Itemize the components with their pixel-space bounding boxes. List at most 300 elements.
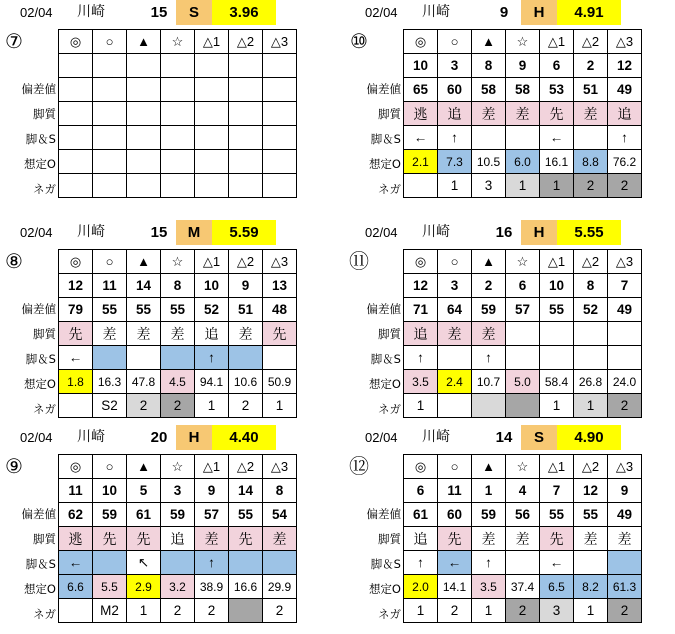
expected-odds-cell: 47.8 (127, 370, 161, 394)
negative-cell: 1 (574, 394, 608, 418)
row-label: 脚＆S (25, 132, 56, 146)
deviation-cell: 57 (195, 503, 229, 527)
table-row (404, 54, 642, 78)
horse-number-cell (263, 54, 297, 78)
horse-number-cell: 10 (540, 274, 574, 298)
mark-cell: ☆ (506, 455, 540, 479)
table-row (59, 503, 297, 527)
running-style-cell: 先 (540, 527, 574, 551)
row-label: 想定O (23, 377, 56, 391)
leg-speed-cell (161, 126, 195, 150)
horse-number-cell: 2 (472, 274, 506, 298)
negative-cell (127, 174, 161, 198)
negative-cell: 1 (195, 394, 229, 418)
deviation-cell: 55 (93, 298, 127, 322)
table-row (59, 250, 297, 274)
deviation-cell: 56 (506, 503, 540, 527)
race-header (345, 425, 675, 450)
horse-number-cell: 8 (263, 479, 297, 503)
mark-cell: △1 (195, 30, 229, 54)
row-label: 想定O (23, 582, 56, 596)
negative-cell: 1 (127, 599, 161, 623)
race-panel (0, 220, 330, 420)
table-row (59, 599, 297, 623)
race-venue: 川崎 (422, 224, 450, 240)
running-style-cell: 差 (127, 322, 161, 346)
race-value-badge: 4.90 (557, 425, 621, 450)
race-number: ⑨ (5, 456, 23, 478)
table-row (59, 346, 297, 370)
row-label: ネガ (33, 402, 56, 416)
horse-number-cell: 12 (59, 274, 93, 298)
horse-number-cell (161, 54, 195, 78)
table-row (59, 575, 297, 599)
leg-speed-cell: ← (59, 551, 93, 575)
horse-number-cell: 9 (229, 274, 263, 298)
expected-odds-cell: 10.5 (472, 150, 506, 174)
running-style-cell (127, 102, 161, 126)
mark-cell: △2 (574, 250, 608, 274)
row-label: 想定O (23, 157, 56, 171)
table-row (404, 102, 642, 126)
mark-cell: ○ (93, 30, 127, 54)
deviation-cell (263, 78, 297, 102)
expected-odds-cell: 37.4 (506, 575, 540, 599)
mark-cell: ◎ (404, 455, 438, 479)
row-label: 偏差値 (366, 302, 401, 316)
negative-cell (506, 394, 540, 418)
leg-speed-cell (195, 126, 229, 150)
deviation-cell: 60 (438, 78, 472, 102)
table-row (404, 599, 642, 623)
mark-cell: ▲ (472, 30, 506, 54)
mark-cell: △2 (574, 455, 608, 479)
horse-number-cell: 11 (59, 479, 93, 503)
deviation-cell: 55 (540, 298, 574, 322)
running-style-cell (540, 322, 574, 346)
race-runner-count: 15 (150, 224, 168, 241)
running-style-cell: 追 (404, 322, 438, 346)
horse-number-cell (93, 54, 127, 78)
leg-speed-cell (263, 346, 297, 370)
row-label: 脚＆S (25, 352, 56, 366)
table-row (59, 102, 297, 126)
running-style-cell: 差 (574, 527, 608, 551)
running-style-cell: 追 (608, 102, 642, 126)
race-header (0, 0, 330, 25)
horse-number-cell: 3 (438, 274, 472, 298)
horse-number-cell: 3 (161, 479, 195, 503)
race-date: 02/04 (20, 430, 53, 445)
row-label: 脚＆S (370, 132, 401, 146)
running-style-cell: 差 (93, 322, 127, 346)
running-style-cell (161, 102, 195, 126)
leg-speed-cell (229, 346, 263, 370)
prediction-table (403, 29, 642, 198)
negative-cell: 2 (161, 599, 195, 623)
leg-speed-cell (93, 551, 127, 575)
expected-odds-cell: 5.5 (93, 575, 127, 599)
running-style-cell: 差 (195, 527, 229, 551)
table-row (59, 298, 297, 322)
negative-cell: 2 (263, 599, 297, 623)
negative-cell: S2 (93, 394, 127, 418)
negative-cell: 1 (404, 599, 438, 623)
table-row (404, 551, 642, 575)
race-runner-count: 9 (499, 4, 509, 21)
expected-odds-cell: 76.2 (608, 150, 642, 174)
running-style-cell (229, 102, 263, 126)
mark-cell: ◎ (59, 30, 93, 54)
leg-speed-cell (127, 126, 161, 150)
leg-speed-cell (438, 346, 472, 370)
race-panel (0, 0, 330, 200)
table-row (59, 455, 297, 479)
mark-cell: △3 (608, 455, 642, 479)
horse-number-cell: 3 (438, 54, 472, 78)
expected-odds-cell: 3.5 (404, 370, 438, 394)
deviation-cell: 48 (263, 298, 297, 322)
mark-cell: △1 (195, 250, 229, 274)
running-style-cell: 差 (608, 527, 642, 551)
row-label: 想定O (368, 157, 401, 171)
running-style-cell: 差 (229, 322, 263, 346)
leg-speed-cell (59, 126, 93, 150)
horse-number-cell: 8 (161, 274, 195, 298)
deviation-cell: 52 (195, 298, 229, 322)
table-row (59, 394, 297, 418)
negative-cell (229, 599, 263, 623)
table-row (59, 150, 297, 174)
running-style-cell: 差 (574, 102, 608, 126)
negative-cell: 2 (608, 174, 642, 198)
negative-cell: 2 (574, 174, 608, 198)
prediction-table (58, 454, 297, 623)
running-style-cell (59, 102, 93, 126)
leg-speed-cell: ← (404, 126, 438, 150)
leg-speed-cell: ↖ (127, 551, 161, 575)
expected-odds-cell: 29.9 (263, 575, 297, 599)
expected-odds-cell: 1.8 (59, 370, 93, 394)
table-row (59, 527, 297, 551)
running-style-cell: 逃 (404, 102, 438, 126)
negative-cell (404, 174, 438, 198)
mark-cell: △1 (540, 250, 574, 274)
horse-number-cell: 10 (195, 274, 229, 298)
mark-cell: ○ (438, 455, 472, 479)
expected-odds-cell (263, 150, 297, 174)
race-runner-count: 20 (150, 429, 168, 446)
expected-odds-cell: 6.5 (540, 575, 574, 599)
horse-number-cell: 6 (506, 274, 540, 298)
table-row (404, 346, 642, 370)
race-panel (345, 220, 675, 420)
running-style-cell: 追 (161, 527, 195, 551)
running-style-cell: 先 (127, 527, 161, 551)
table-row (59, 30, 297, 54)
table-row (404, 78, 642, 102)
horse-number-cell: 6 (404, 479, 438, 503)
horse-number-cell: 11 (438, 479, 472, 503)
race-date: 02/04 (20, 225, 53, 240)
race-number: ⑦ (5, 31, 23, 53)
race-header (0, 425, 330, 450)
horse-number-cell: 8 (574, 274, 608, 298)
deviation-cell: 55 (229, 503, 263, 527)
negative-cell (229, 174, 263, 198)
table-row (404, 394, 642, 418)
horse-number-cell: 6 (540, 54, 574, 78)
horse-number-cell: 10 (404, 54, 438, 78)
race-type-badge: H (521, 220, 557, 245)
row-label: 想定O (368, 377, 401, 391)
mark-cell: ◎ (59, 455, 93, 479)
mark-cell: △1 (540, 455, 574, 479)
row-label: ネガ (33, 607, 56, 621)
table-row (59, 78, 297, 102)
horse-number-cell (229, 54, 263, 78)
horse-number-cell: 7 (608, 274, 642, 298)
deviation-cell (127, 78, 161, 102)
leg-speed-cell (506, 346, 540, 370)
table-row (59, 370, 297, 394)
race-panel (345, 0, 675, 200)
deviation-cell: 59 (161, 503, 195, 527)
row-label: 偏差値 (366, 82, 401, 96)
expected-odds-cell: 61.3 (608, 575, 642, 599)
deviation-cell: 62 (59, 503, 93, 527)
negative-cell: 1 (540, 174, 574, 198)
row-label: 脚＆S (25, 557, 56, 571)
negative-cell (59, 394, 93, 418)
table-row (404, 370, 642, 394)
horse-number-cell: 1 (472, 479, 506, 503)
race-date: 02/04 (365, 5, 398, 20)
row-label: 脚質 (378, 327, 401, 341)
mark-cell: ☆ (161, 250, 195, 274)
negative-cell: 2 (608, 599, 642, 623)
race-header (0, 220, 330, 245)
horse-number-cell: 13 (263, 274, 297, 298)
leg-speed-cell: ↑ (404, 551, 438, 575)
row-label: 脚質 (33, 532, 56, 546)
horse-number-cell: 14 (127, 274, 161, 298)
expected-odds-cell (161, 150, 195, 174)
row-label: 脚＆S (370, 352, 401, 366)
leg-speed-cell (608, 551, 642, 575)
running-style-cell (263, 102, 297, 126)
mark-cell: △3 (608, 30, 642, 54)
leg-speed-cell (540, 346, 574, 370)
horse-number-cell: 14 (229, 479, 263, 503)
mark-cell: △3 (608, 250, 642, 274)
horse-number-cell (195, 54, 229, 78)
horse-number-cell: 8 (472, 54, 506, 78)
negative-cell (195, 174, 229, 198)
race-venue: 川崎 (422, 429, 450, 445)
row-label: 想定O (368, 582, 401, 596)
running-style-cell: 差 (472, 322, 506, 346)
running-style-cell: 差 (438, 322, 472, 346)
row-label: 脚質 (378, 107, 401, 121)
deviation-cell: 55 (161, 298, 195, 322)
row-label: 偏差値 (21, 82, 56, 96)
mark-cell: △2 (229, 455, 263, 479)
deviation-cell: 49 (608, 503, 642, 527)
deviation-cell (59, 78, 93, 102)
expected-odds-cell: 3.2 (161, 575, 195, 599)
race-type-badge: S (176, 0, 212, 25)
expected-odds-cell (195, 150, 229, 174)
table-row (59, 54, 297, 78)
race-value-badge: 4.91 (557, 0, 621, 25)
horse-number-cell: 12 (404, 274, 438, 298)
deviation-cell (195, 78, 229, 102)
horse-number-cell: 12 (608, 54, 642, 78)
deviation-cell (93, 78, 127, 102)
deviation-cell: 64 (438, 298, 472, 322)
horse-number-cell: 4 (506, 479, 540, 503)
mark-cell: △2 (574, 30, 608, 54)
negative-cell (472, 394, 506, 418)
mark-cell: ▲ (127, 250, 161, 274)
mark-cell: ▲ (472, 455, 506, 479)
negative-cell: 2 (506, 599, 540, 623)
deviation-cell: 58 (506, 78, 540, 102)
horse-number-cell: 10 (93, 479, 127, 503)
leg-speed-cell: ↑ (472, 346, 506, 370)
row-label: ネガ (378, 182, 401, 196)
negative-cell (59, 174, 93, 198)
running-style-cell: 逃 (59, 527, 93, 551)
expected-odds-cell: 6.0 (506, 150, 540, 174)
running-style-cell: 差 (161, 322, 195, 346)
table-row (404, 298, 642, 322)
running-style-cell (506, 322, 540, 346)
running-style-cell: 差 (506, 527, 540, 551)
expected-odds-cell: 7.3 (438, 150, 472, 174)
mark-cell: ☆ (506, 250, 540, 274)
leg-speed-cell: ↑ (195, 346, 229, 370)
expected-odds-cell: 26.8 (574, 370, 608, 394)
leg-speed-cell: ← (59, 346, 93, 370)
mark-cell: ▲ (127, 30, 161, 54)
leg-speed-cell (93, 126, 127, 150)
race-date: 02/04 (20, 5, 53, 20)
expected-odds-cell (127, 150, 161, 174)
leg-speed-cell (229, 551, 263, 575)
table-row (59, 479, 297, 503)
horse-number-cell: 9 (506, 54, 540, 78)
prediction-table (403, 249, 642, 418)
row-label: ネガ (378, 607, 401, 621)
race-panel (0, 425, 330, 625)
expected-odds-cell: 8.8 (574, 150, 608, 174)
deviation-cell: 52 (574, 298, 608, 322)
negative-cell (59, 599, 93, 623)
race-venue: 川崎 (77, 4, 105, 20)
deviation-cell: 59 (93, 503, 127, 527)
deviation-cell: 71 (404, 298, 438, 322)
race-type-badge: M (176, 220, 212, 245)
running-style-cell: 先 (263, 322, 297, 346)
deviation-cell: 51 (229, 298, 263, 322)
expected-odds-cell (59, 150, 93, 174)
expected-odds-cell: 2.1 (404, 150, 438, 174)
expected-odds-cell: 5.0 (506, 370, 540, 394)
leg-speed-cell: ↑ (608, 126, 642, 150)
table-row (59, 274, 297, 298)
expected-odds-cell: 14.1 (438, 575, 472, 599)
expected-odds-cell: 2.9 (127, 575, 161, 599)
mark-cell: ○ (93, 455, 127, 479)
mark-cell: ☆ (161, 30, 195, 54)
running-style-cell: 先 (93, 527, 127, 551)
table-row (404, 274, 642, 298)
race-venue: 川崎 (422, 4, 450, 20)
leg-speed-cell: ← (540, 551, 574, 575)
row-label: 脚＆S (370, 557, 401, 571)
deviation-cell: 49 (608, 78, 642, 102)
table-row (404, 250, 642, 274)
deviation-cell (229, 78, 263, 102)
mark-cell: △2 (229, 250, 263, 274)
leg-speed-cell (161, 346, 195, 370)
table-row (404, 455, 642, 479)
expected-odds-cell: 50.9 (263, 370, 297, 394)
negative-cell: 1 (263, 394, 297, 418)
leg-speed-cell (263, 551, 297, 575)
mark-cell: △1 (195, 455, 229, 479)
table-row (404, 503, 642, 527)
deviation-cell: 58 (472, 78, 506, 102)
expected-odds-cell (93, 150, 127, 174)
table-row (59, 174, 297, 198)
running-style-cell (608, 322, 642, 346)
running-style-cell: 先 (540, 102, 574, 126)
row-label: 偏差値 (21, 507, 56, 521)
deviation-cell: 65 (404, 78, 438, 102)
deviation-cell: 53 (540, 78, 574, 102)
race-value-badge: 4.40 (212, 425, 276, 450)
negative-cell: M2 (93, 599, 127, 623)
race-number: ⑩ (350, 31, 368, 53)
leg-speed-cell (608, 346, 642, 370)
mark-cell: △3 (263, 30, 297, 54)
deviation-cell: 60 (438, 503, 472, 527)
running-style-cell: 差 (506, 102, 540, 126)
mark-cell: △3 (263, 455, 297, 479)
deviation-cell: 55 (574, 503, 608, 527)
leg-speed-cell (506, 551, 540, 575)
table-row (59, 551, 297, 575)
race-type-badge: H (521, 0, 557, 25)
mark-cell: △2 (229, 30, 263, 54)
row-label: 脚質 (33, 327, 56, 341)
running-style-cell: 追 (438, 102, 472, 126)
running-style-cell: 先 (229, 527, 263, 551)
horse-number-cell: 9 (195, 479, 229, 503)
row-label: 偏差値 (21, 302, 56, 316)
table-row (59, 322, 297, 346)
leg-speed-cell (229, 126, 263, 150)
leg-speed-cell: ← (540, 126, 574, 150)
prediction-table (58, 249, 297, 418)
negative-cell: 1 (540, 394, 574, 418)
running-style-cell: 先 (438, 527, 472, 551)
deviation-cell: 79 (59, 298, 93, 322)
expected-odds-cell: 16.6 (229, 575, 263, 599)
